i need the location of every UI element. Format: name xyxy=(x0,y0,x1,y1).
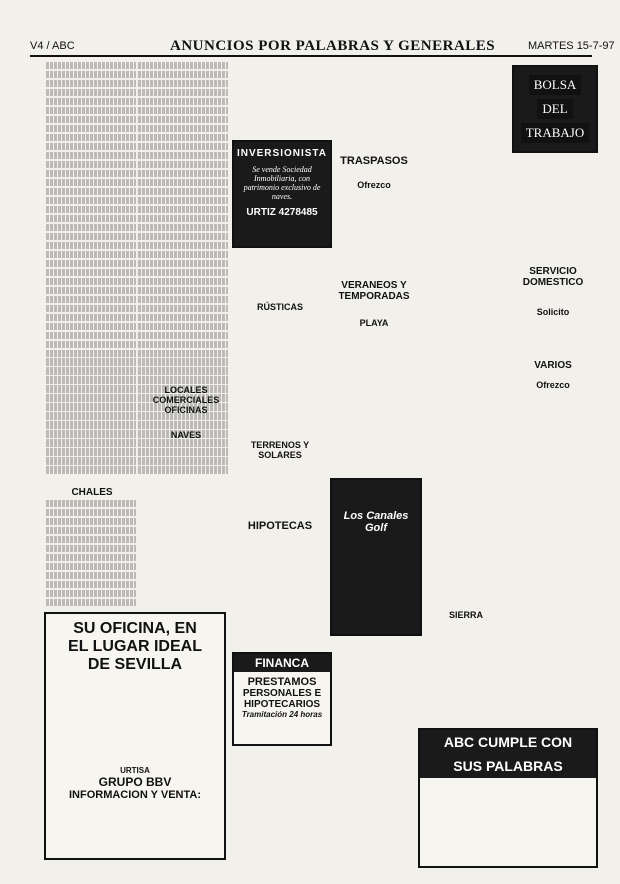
bolsa-line2: DEL xyxy=(537,99,572,119)
classified-text-line xyxy=(138,466,228,473)
classified-text-line xyxy=(138,448,228,455)
classified-text-line xyxy=(46,125,136,132)
classified-text-line xyxy=(138,152,228,159)
classified-text-line xyxy=(138,89,228,96)
section-naves: NAVES xyxy=(170,430,202,440)
classified-text-line xyxy=(138,125,228,132)
classified-text-line xyxy=(138,305,228,312)
section-ofrezco-2: Ofrezco xyxy=(536,380,570,390)
classified-text-line xyxy=(138,242,228,249)
classified-text-line xyxy=(138,314,228,321)
classified-text-line xyxy=(46,439,136,446)
classified-text-line xyxy=(138,332,228,339)
classified-text-line xyxy=(138,296,228,303)
section-ofrezco: Ofrezco xyxy=(357,180,391,190)
classified-text-line xyxy=(46,572,136,579)
oficina-ad xyxy=(44,612,226,860)
section-sierra: SIERRA xyxy=(448,610,483,620)
financa-line2: PERSONALES E xyxy=(242,688,322,699)
abc-promo-ad xyxy=(418,728,598,868)
classified-text-line xyxy=(46,287,136,294)
classified-text-line xyxy=(46,224,136,231)
classified-text-line xyxy=(46,430,136,437)
classified-text-line xyxy=(46,457,136,464)
classified-text-line xyxy=(138,161,228,168)
classified-text-line xyxy=(138,143,228,150)
classified-text-line xyxy=(46,134,136,141)
golf-ad xyxy=(330,478,422,636)
classified-text-line xyxy=(46,376,136,383)
classified-text-line xyxy=(46,518,136,525)
classified-text-line xyxy=(46,116,136,123)
oficina-ad-brand: URTISA xyxy=(120,766,150,775)
classified-text-line xyxy=(138,80,228,87)
classified-text-line xyxy=(138,71,228,78)
inversionista-phone: URTIZ 4278485 xyxy=(246,207,318,218)
oficina-ad-line2: EL LUGAR IDEAL xyxy=(68,638,202,655)
classified-text-line xyxy=(46,188,136,195)
financa-line4: Tramitación 24 horas xyxy=(241,710,323,719)
classified-text-line xyxy=(138,206,228,213)
page-number: V4 / ABC xyxy=(30,40,75,52)
abc-promo-line1: ABC CUMPLE CON xyxy=(420,730,596,754)
classified-text-line xyxy=(46,89,136,96)
classified-text-line xyxy=(138,439,228,446)
oficina-ad-info: INFORMACION Y VENTA: xyxy=(68,789,201,801)
bolsa-line3: TRABAJO xyxy=(521,123,590,143)
classified-text-line xyxy=(46,98,136,105)
classified-text-line xyxy=(138,260,228,267)
classified-text-line xyxy=(46,179,136,186)
classified-text-line xyxy=(138,116,228,123)
classified-text-line xyxy=(46,448,136,455)
classified-text-line xyxy=(138,457,228,464)
classified-text-line xyxy=(138,215,228,222)
classified-text-line xyxy=(46,545,136,552)
classified-text-line xyxy=(46,341,136,348)
classified-text-line xyxy=(138,179,228,186)
classified-text-line xyxy=(46,305,136,312)
classified-text-line xyxy=(46,403,136,410)
inversionista-title: INVERSIONISTA xyxy=(236,148,328,159)
classified-text-line xyxy=(46,509,136,516)
section-playa: PLAYA xyxy=(359,318,389,328)
classified-text-line xyxy=(46,590,136,597)
classified-text-line xyxy=(46,314,136,321)
oficina-ad-bank: GRUPO BBV xyxy=(98,775,172,789)
classified-text-line xyxy=(46,394,136,401)
classified-text-line xyxy=(46,233,136,240)
classified-text-line xyxy=(46,500,136,507)
classified-text-line xyxy=(138,367,228,374)
classified-text-line xyxy=(138,278,228,285)
section-varios: VARIOS xyxy=(534,360,572,371)
classified-text-line xyxy=(46,260,136,267)
section-rusticas: RÚSTICAS xyxy=(256,302,303,312)
classified-text-line xyxy=(46,215,136,222)
classified-text-line xyxy=(46,527,136,534)
classified-text-line xyxy=(138,197,228,204)
classified-text-line xyxy=(46,563,136,570)
classified-text-line xyxy=(46,296,136,303)
section-traspasos: TRASPASOS xyxy=(340,155,408,167)
classified-text-line xyxy=(138,233,228,240)
classified-text-line xyxy=(46,350,136,357)
classified-text-line xyxy=(46,242,136,249)
classified-text-line xyxy=(138,269,228,276)
classified-column-1b xyxy=(46,500,136,610)
classified-column-1 xyxy=(46,62,136,480)
classified-text-line xyxy=(46,269,136,276)
classified-text-line xyxy=(46,71,136,78)
oficina-ad-bullets xyxy=(46,680,224,766)
bolsa-line1: BOLSA xyxy=(529,75,582,95)
classified-text-line xyxy=(46,251,136,258)
classified-text-line xyxy=(138,341,228,348)
classified-text-line xyxy=(138,224,228,231)
classified-text-line xyxy=(46,599,136,606)
inversionista-sub: Se vende Sociedad Inmobiliaria, con patrimonio exclusivo de naves. xyxy=(243,165,321,201)
section-terrenos: TERRENOS Y SOLARES xyxy=(250,440,310,460)
oficina-ad-line3: DE SEVILLA xyxy=(87,656,183,673)
classified-text-line xyxy=(138,188,228,195)
classified-column-2 xyxy=(138,62,228,480)
classified-text-line xyxy=(46,421,136,428)
classified-text-line xyxy=(138,287,228,294)
classified-text-line xyxy=(138,251,228,258)
section-hipotecas: HIPOTECAS xyxy=(247,520,313,532)
classified-text-line xyxy=(138,421,228,428)
financa-ad xyxy=(232,652,332,746)
section-locales: LOCALES COMERCIALES OFICINAS xyxy=(152,385,220,415)
classified-text-line xyxy=(46,152,136,159)
classified-text-line xyxy=(138,170,228,177)
financa-line1: PRESTAMOS xyxy=(247,676,317,688)
financa-brand: FINANCA xyxy=(234,654,330,672)
classified-text-line xyxy=(46,323,136,330)
oficina-ad-line1: SU OFICINA, EN xyxy=(73,620,197,637)
classified-text-line xyxy=(138,62,228,69)
page-date: MARTES 15-7-97 xyxy=(528,40,615,52)
classified-text-line xyxy=(46,143,136,150)
classified-text-line xyxy=(46,107,136,114)
classified-text-line xyxy=(46,385,136,392)
classified-text-line xyxy=(46,332,136,339)
classified-text-line xyxy=(138,376,228,383)
classified-text-line xyxy=(46,161,136,168)
financa-line3: HIPOTECARIOS xyxy=(243,699,321,710)
classified-text-line xyxy=(46,554,136,561)
classified-text-line xyxy=(46,367,136,374)
classified-text-line xyxy=(46,170,136,177)
classified-text-line xyxy=(46,278,136,285)
bolsa-ad xyxy=(512,65,598,153)
classified-text-line xyxy=(46,466,136,473)
classified-text-line xyxy=(46,62,136,69)
section-solicito: Solicito xyxy=(536,307,570,317)
classified-text-line xyxy=(46,197,136,204)
classified-text-line xyxy=(138,323,228,330)
classified-text-line xyxy=(46,412,136,419)
section-veraneos: VERANEOS Y TEMPORADAS xyxy=(338,280,410,302)
classified-text-line xyxy=(46,358,136,365)
classified-text-line xyxy=(46,581,136,588)
classified-text-line xyxy=(138,350,228,357)
abc-promo-line2: SUS PALABRAS xyxy=(420,754,596,778)
page-title: ANUNCIOS POR PALABRAS Y GENERALES xyxy=(170,38,496,54)
classified-text-line xyxy=(138,107,228,114)
classified-text-line xyxy=(138,98,228,105)
inversionista-ad xyxy=(232,140,332,248)
section-servicio: SERVICIO DOMESTICO xyxy=(522,266,584,288)
golf-title: Los Canales Golf xyxy=(343,510,409,534)
classified-text-line xyxy=(46,206,136,213)
classified-text-line xyxy=(138,358,228,365)
classified-text-line xyxy=(46,536,136,543)
section-chalets: CHALES xyxy=(71,487,113,498)
classified-text-line xyxy=(46,80,136,87)
classified-text-line xyxy=(138,134,228,141)
header-rule xyxy=(30,55,592,57)
